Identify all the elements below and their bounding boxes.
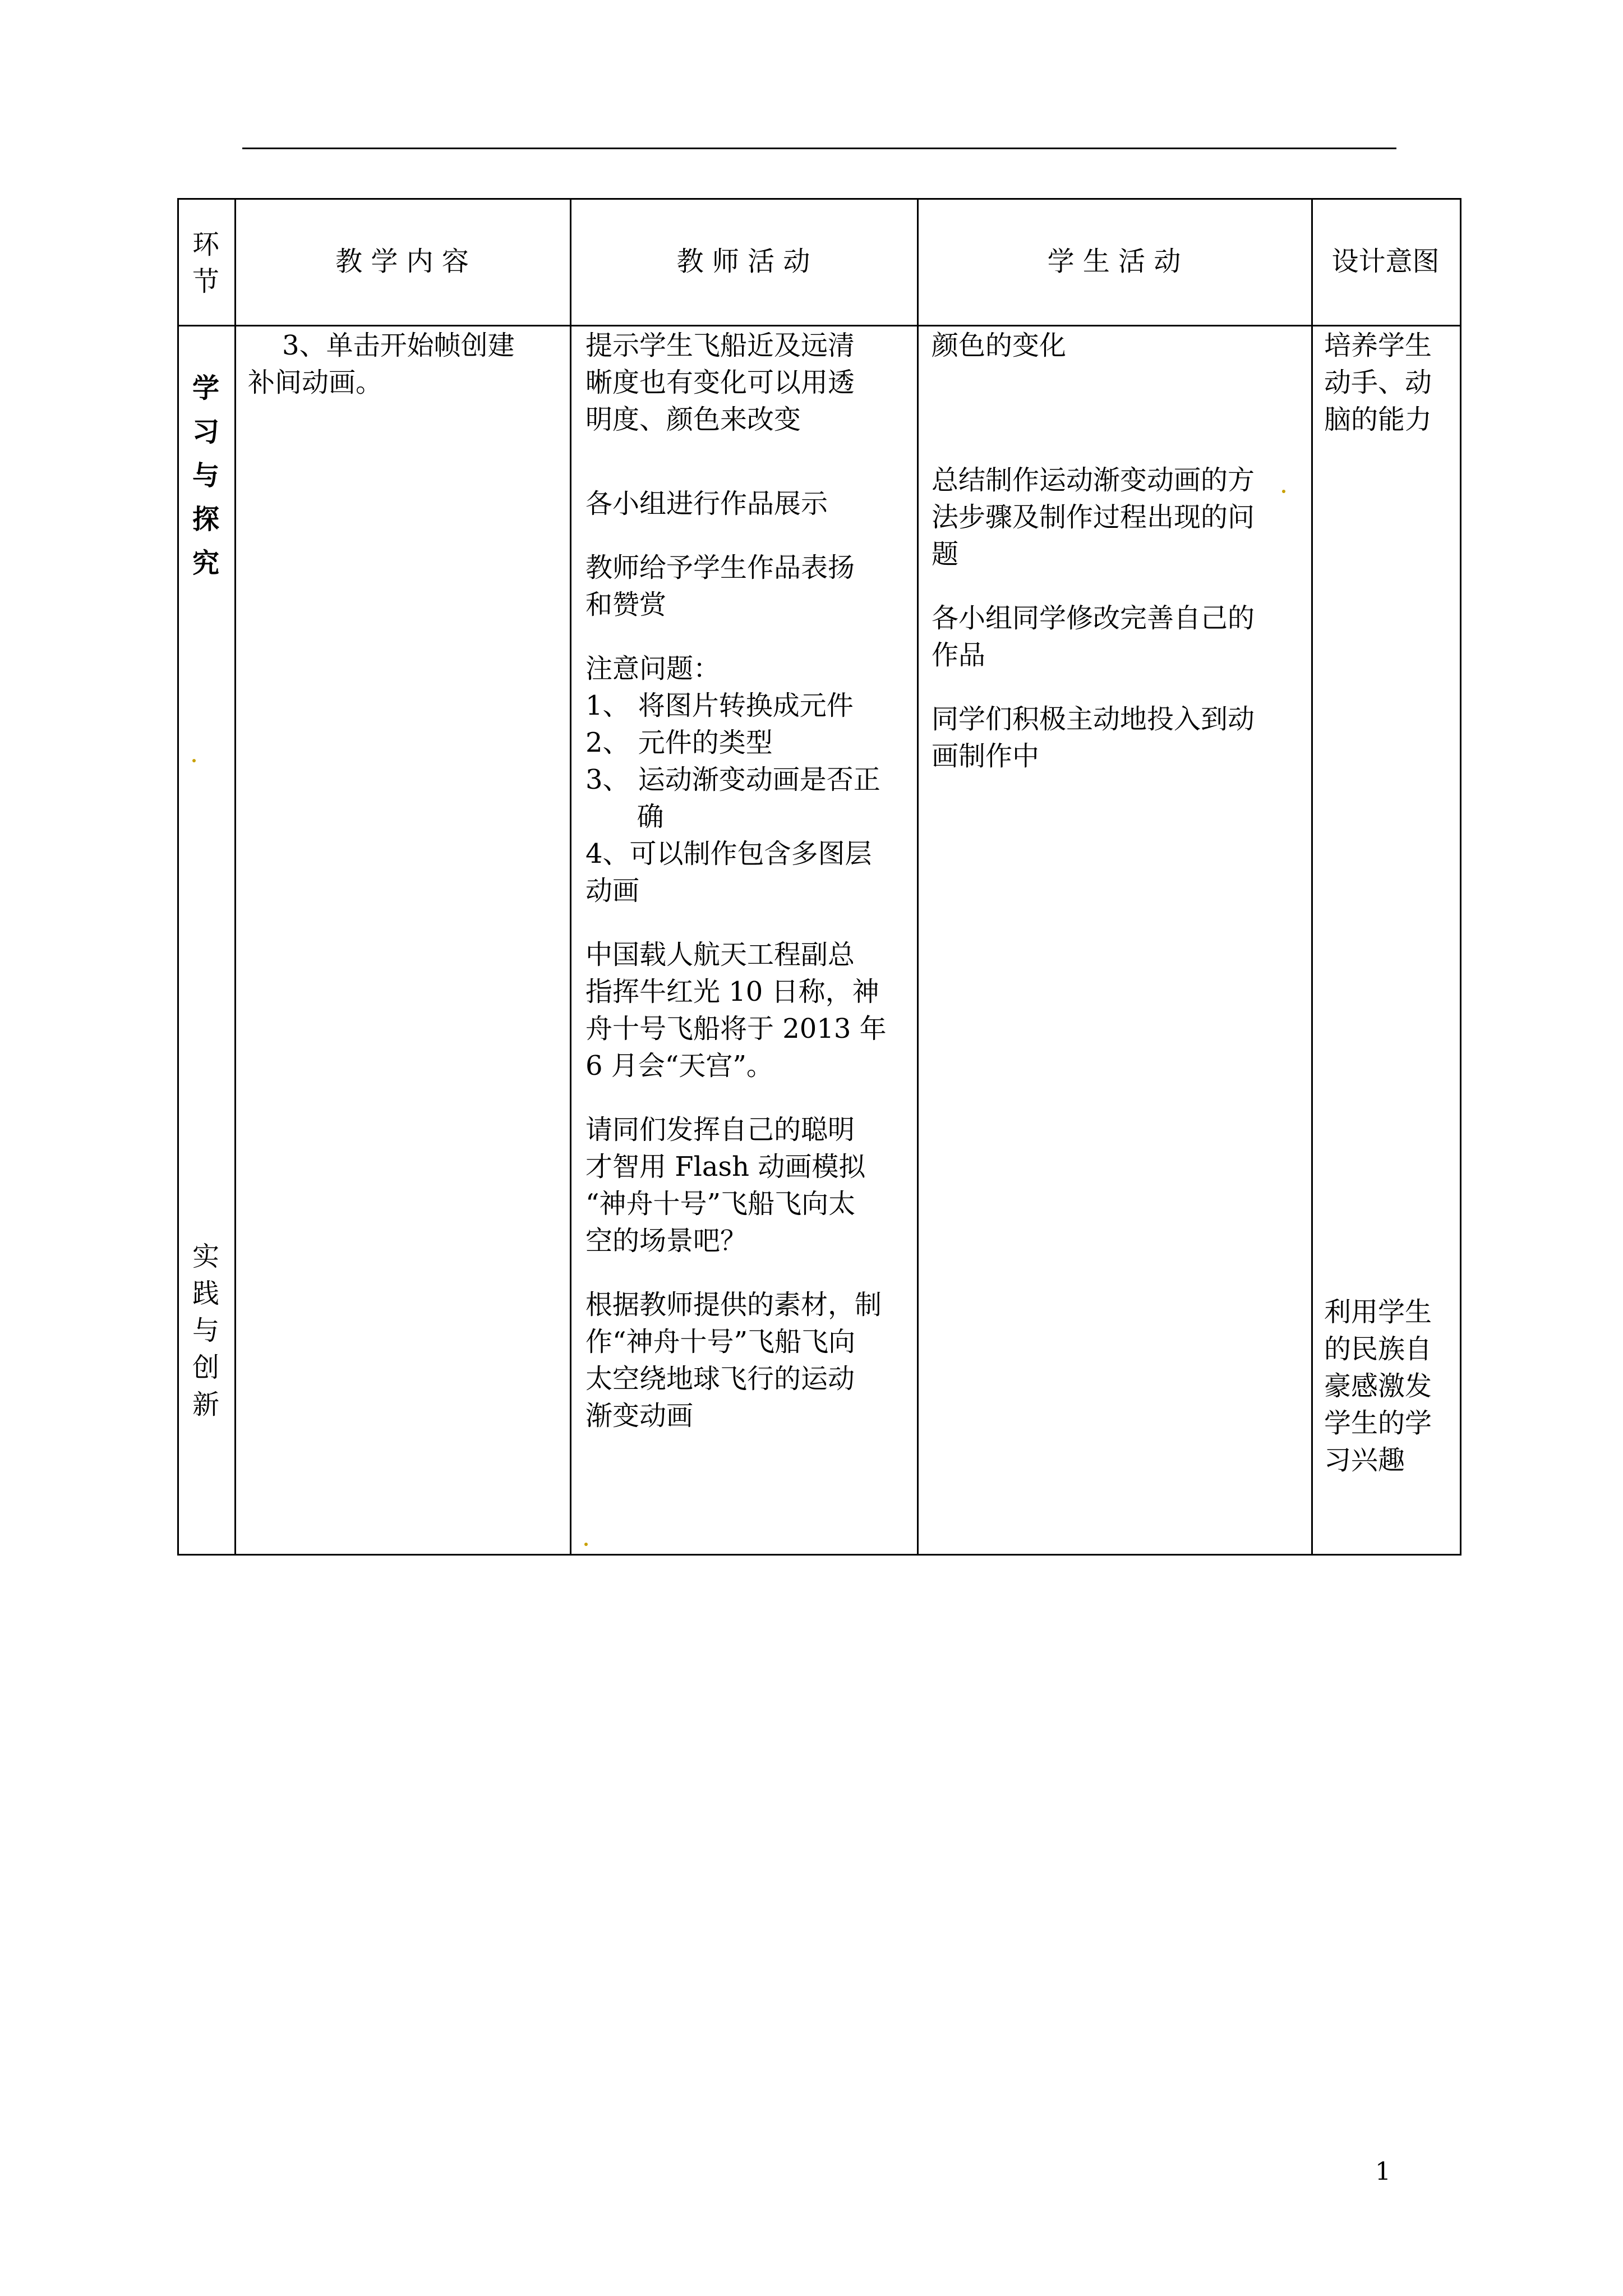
section-char: 学: [192, 372, 219, 404]
stray-dot: [192, 759, 196, 762]
stray-dot: [584, 1543, 588, 1546]
header-section-line1: 环: [192, 229, 219, 260]
content-line: 补间动画。: [248, 367, 383, 398]
header-student: 学 生 活 动: [1047, 246, 1181, 277]
teacher-line: 空的场景吧？: [585, 1225, 748, 1257]
teacher-paragraph-4: [585, 650, 887, 909]
design-line: 的民族自: [1324, 1333, 1432, 1365]
page-number: 1: [1375, 2157, 1391, 2186]
header-section-line2: 节: [192, 266, 219, 297]
teacher-line: 注意问题：: [585, 653, 721, 684]
header-section-cell: [177, 226, 234, 300]
teacher-line: 太空绕地球飞行的运动: [585, 1363, 855, 1395]
section-practice-innovate: [177, 1238, 234, 1423]
teacher-paragraph-3: [585, 549, 887, 623]
teacher-line: 明度、颜色来改变: [585, 404, 801, 435]
design-line: 利用学生: [1324, 1296, 1432, 1328]
student-line: 各小组同学修改完善自己的: [932, 602, 1255, 634]
teacher-line: 中国载人航天工程副总: [585, 939, 855, 970]
teacher-line: 确: [585, 801, 664, 832]
teacher-paragraph-7: [585, 1286, 887, 1434]
header-content: 教 学 内 容: [335, 246, 469, 277]
teacher-line: 舟十号飞船将于 2013 年: [585, 1013, 887, 1045]
student-line: 总结制作运动渐变动画的方: [932, 464, 1255, 496]
section-char: 实: [192, 1241, 219, 1272]
student-line: 画制作中: [932, 740, 1040, 772]
table-divider-1: [234, 198, 236, 1556]
student-paragraph-4: [932, 701, 1255, 775]
teacher-line: 根据教师提供的素材，制: [585, 1289, 882, 1320]
teacher-line: 4、可以制作包含多图层: [585, 838, 872, 869]
design-line: 动手、动: [1324, 367, 1432, 398]
table-border-top: [177, 198, 1461, 200]
table-border-right: [1460, 198, 1461, 1556]
table-divider-2: [570, 198, 571, 1556]
student-paragraph-2: [932, 462, 1255, 573]
section-char: 探: [192, 504, 219, 535]
content-line: 3、单击开始帧创建: [248, 330, 515, 361]
teacher-paragraph-5: [585, 936, 887, 1084]
teacher-paragraph-1: [585, 327, 887, 438]
teacher-line: 动画: [585, 875, 640, 907]
table-header-divider: [177, 325, 1461, 326]
table-divider-4: [1311, 198, 1313, 1556]
teacher-line: 晰度也有变化可以用透: [585, 367, 855, 398]
lesson-table: [177, 198, 1461, 1556]
teacher-line: 2、 元件的类型: [585, 727, 773, 758]
header-rule: [242, 148, 1396, 149]
teacher-line: 6 月会“天宫”。: [585, 1050, 773, 1082]
teacher-paragraph-6: [585, 1111, 887, 1259]
teacher-line: 和赞赏: [585, 589, 667, 620]
stray-dot: [1282, 490, 1285, 493]
student-line: 同学们积极主动地投入到动: [932, 703, 1255, 735]
student-paragraph-1: [932, 327, 1255, 364]
student-paragraph-3: [932, 600, 1255, 674]
header-teacher: 教 师 活 动: [676, 246, 810, 277]
student-line: 作品: [932, 639, 986, 671]
content-cell: [248, 327, 515, 401]
section-char: 与: [192, 1315, 219, 1346]
design-line: 学生的学: [1324, 1407, 1432, 1439]
section-char: 与: [192, 460, 219, 491]
design-line: 脑的能力: [1324, 404, 1432, 435]
teacher-line: 教师给予学生作品表扬: [585, 552, 855, 583]
student-line: 颜色的变化: [932, 330, 1067, 361]
section-char: 践: [192, 1278, 219, 1309]
teacher-line: 才智用 Flash 动画模拟: [585, 1151, 866, 1182]
teacher-cell: [585, 327, 887, 1434]
table-divider-3: [917, 198, 919, 1556]
teacher-line: 提示学生飞船近及远清: [585, 330, 855, 361]
section-char: 新: [192, 1389, 219, 1420]
section-char: 习: [192, 416, 219, 448]
design-line: 习兴趣: [1324, 1444, 1405, 1476]
teacher-line: 指挥牛红光 10 日称，神: [585, 976, 879, 1007]
section-char: 究: [192, 547, 219, 579]
teacher-line: 1、 将图片转换成元件: [585, 690, 854, 721]
teacher-line: “神舟十号”飞船飞向太: [585, 1188, 856, 1220]
teacher-line: 请同们发挥自己的聪明: [585, 1114, 855, 1145]
table-border-bottom: [177, 1554, 1461, 1556]
student-line: 题: [932, 539, 959, 570]
teacher-line: 作“神舟十号”飞船飞向: [585, 1326, 856, 1358]
teacher-line: 3、 运动渐变动画是否正: [585, 764, 880, 795]
student-line: 法步骤及制作过程出现的问: [932, 501, 1255, 533]
design-line: 培养学生: [1324, 330, 1432, 361]
design-line: 豪感激发: [1324, 1370, 1432, 1402]
design-cell-1: [1324, 327, 1432, 438]
section-char: 创: [192, 1352, 219, 1383]
header-design: 设计意图: [1331, 246, 1440, 277]
teacher-line: 渐变动画: [585, 1400, 694, 1432]
section-learn-explore: [177, 366, 234, 585]
student-cell: [932, 327, 1255, 775]
design-cell-2: [1324, 1294, 1432, 1479]
teacher-paragraph-2: [585, 485, 887, 522]
teacher-line: 各小组进行作品展示: [585, 488, 828, 519]
